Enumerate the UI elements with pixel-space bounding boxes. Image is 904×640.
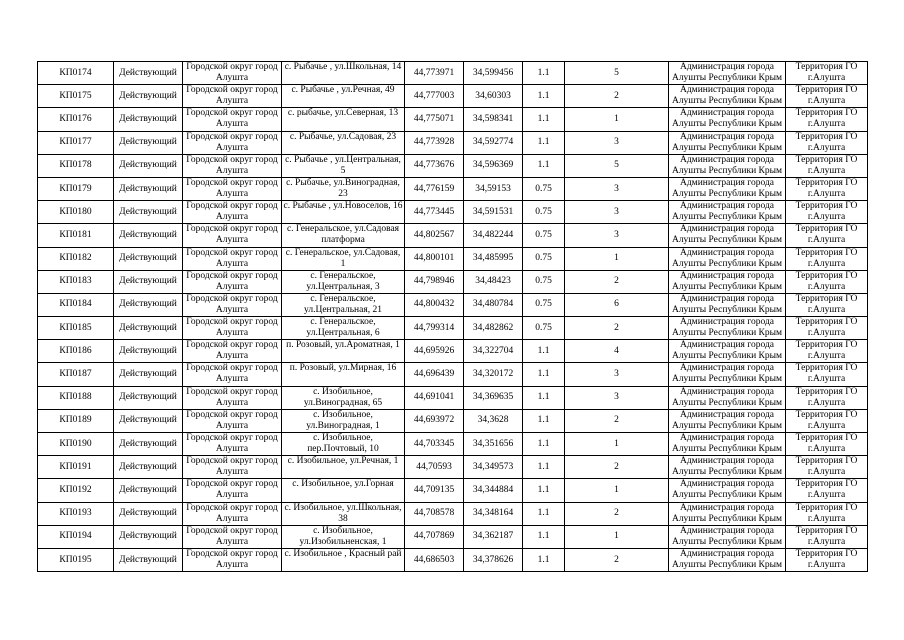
cell-address: с. Изобильное, пер.Почтовый, 10	[282, 433, 405, 456]
cell-address: с. Рыбачье , ул.Школьная, 14	[282, 62, 405, 85]
cell-volume: 1.1	[523, 85, 565, 108]
table-row	[38, 270, 868, 293]
cell-status: Действующий	[114, 224, 183, 247]
cell-volume: 0.75	[523, 317, 565, 340]
cell-longitude: 34,599456	[464, 62, 523, 85]
cell-container-count: 3	[565, 363, 669, 386]
cell-container-count: 5	[565, 62, 669, 85]
cell-container-count: 2	[565, 456, 669, 479]
cell-district: Городской округ город Алушта	[183, 293, 282, 316]
cell-address: с. Рыбачье, ул.Виноградная, 23	[282, 177, 405, 200]
cell-container-count: 1	[565, 433, 669, 456]
table-row	[38, 433, 868, 456]
cell-longitude: 34,378626	[464, 548, 523, 571]
cell-territory: Территория ГО г.Алушта	[786, 548, 868, 571]
cell-longitude: 34,591531	[464, 201, 523, 224]
cell-longitude: 34,596369	[464, 154, 523, 177]
table-row	[38, 548, 868, 571]
cell-site-id: КП0186	[38, 340, 114, 363]
cell-volume: 0.75	[523, 224, 565, 247]
cell-container-count: 6	[565, 293, 669, 316]
cell-volume: 1.1	[523, 548, 565, 571]
table-row	[38, 62, 868, 85]
cell-volume: 0.75	[523, 270, 565, 293]
cell-latitude: 44,70593	[405, 456, 464, 479]
cell-latitude: 44,693972	[405, 409, 464, 432]
cell-district: Городской округ город Алушта	[183, 247, 282, 270]
cell-container-count: 2	[565, 409, 669, 432]
cell-owner: Администрация города Алушты Республики Крым	[669, 247, 786, 270]
cell-container-count: 2	[565, 502, 669, 525]
cell-latitude: 44,775071	[405, 108, 464, 131]
cell-latitude: 44,773928	[405, 131, 464, 154]
table-body	[38, 62, 868, 572]
cell-container-count: 3	[565, 386, 669, 409]
cell-owner: Администрация города Алушты Республики Крым	[669, 154, 786, 177]
cell-address: с. рыбачье, ул.Северная, 13	[282, 108, 405, 131]
cell-address: с. Изобильное, ул.Горная	[282, 479, 405, 502]
cell-site-id: КП0188	[38, 386, 114, 409]
cell-territory: Территория ГО г.Алушта	[786, 502, 868, 525]
cell-district: Городской округ город Алушта	[183, 317, 282, 340]
cell-address: с. Генеральское, ул.Садовая, 1	[282, 247, 405, 270]
cell-latitude: 44,686503	[405, 548, 464, 571]
cell-container-count: 1	[565, 247, 669, 270]
cell-owner: Администрация города Алушты Республики Крым	[669, 525, 786, 548]
cell-volume: 1.1	[523, 502, 565, 525]
cell-latitude: 44,798946	[405, 270, 464, 293]
cell-territory: Территория ГО г.Алушта	[786, 270, 868, 293]
cell-address: с. Генеральское, ул.Садовая платформа	[282, 224, 405, 247]
cell-owner: Администрация города Алушты Республики Крым	[669, 224, 786, 247]
cell-district: Городской округ город Алушта	[183, 177, 282, 200]
cell-territory: Территория ГО г.Алушта	[786, 433, 868, 456]
cell-status: Действующий	[114, 340, 183, 363]
cell-district: Городской округ город Алушта	[183, 154, 282, 177]
cell-address: с. Изобильное, ул.Виноградная, 1	[282, 409, 405, 432]
cell-address: с. Генеральское, ул.Центральная, 6	[282, 317, 405, 340]
cell-owner: Администрация города Алушты Республики Крым	[669, 340, 786, 363]
cell-latitude: 44,802567	[405, 224, 464, 247]
cell-site-id: КП0192	[38, 479, 114, 502]
cell-site-id: КП0176	[38, 108, 114, 131]
cell-container-count: 1	[565, 108, 669, 131]
container-sites-table	[37, 61, 868, 572]
cell-longitude: 34,485995	[464, 247, 523, 270]
cell-address: с. Изобильное, ул.Изобильненская, 1	[282, 525, 405, 548]
table-row	[38, 502, 868, 525]
cell-longitude: 34,362187	[464, 525, 523, 548]
cell-territory: Территория ГО г.Алушта	[786, 177, 868, 200]
cell-volume: 1.1	[523, 433, 565, 456]
cell-volume: 1.1	[523, 409, 565, 432]
cell-district: Городской округ город Алушта	[183, 548, 282, 571]
cell-volume: 1.1	[523, 479, 565, 502]
cell-owner: Администрация города Алушты Республики Крым	[669, 85, 786, 108]
cell-container-count: 1	[565, 525, 669, 548]
cell-site-id: КП0174	[38, 62, 114, 85]
cell-volume: 1.1	[523, 108, 565, 131]
cell-status: Действующий	[114, 548, 183, 571]
cell-site-id: КП0189	[38, 409, 114, 432]
table-row	[38, 456, 868, 479]
cell-district: Городской округ город Алушта	[183, 456, 282, 479]
cell-longitude: 34,48423	[464, 270, 523, 293]
cell-latitude: 44,800101	[405, 247, 464, 270]
cell-container-count: 2	[565, 270, 669, 293]
table-row	[38, 525, 868, 548]
cell-site-id: КП0193	[38, 502, 114, 525]
cell-volume: 1.1	[523, 340, 565, 363]
cell-latitude: 44,799314	[405, 317, 464, 340]
table-row	[38, 340, 868, 363]
cell-territory: Территория ГО г.Алушта	[786, 201, 868, 224]
cell-longitude: 34,60303	[464, 85, 523, 108]
cell-address: п. Розовый, ул.Ароматная, 1	[282, 340, 405, 363]
cell-district: Городской округ город Алушта	[183, 409, 282, 432]
cell-address: с. Генеральское, ул.Центральная, 3	[282, 270, 405, 293]
cell-address: с. Изобильное, ул.Виноградная, 65	[282, 386, 405, 409]
cell-address: с. Рыбачье, ул.Садовая, 23	[282, 131, 405, 154]
cell-container-count: 3	[565, 177, 669, 200]
cell-container-count: 2	[565, 317, 669, 340]
cell-longitude: 34,348164	[464, 502, 523, 525]
cell-district: Городской округ город Алушта	[183, 270, 282, 293]
cell-container-count: 2	[565, 548, 669, 571]
cell-owner: Администрация города Алушты Республики Крым	[669, 433, 786, 456]
cell-longitude: 34,592774	[464, 131, 523, 154]
cell-volume: 1.1	[523, 131, 565, 154]
cell-volume: 1.1	[523, 525, 565, 548]
cell-owner: Администрация города Алушты Республики Крым	[669, 177, 786, 200]
table-row	[38, 85, 868, 108]
cell-volume: 0.75	[523, 177, 565, 200]
cell-site-id: КП0178	[38, 154, 114, 177]
cell-latitude: 44,776159	[405, 177, 464, 200]
cell-territory: Территория ГО г.Алушта	[786, 525, 868, 548]
table-row	[38, 108, 868, 131]
cell-territory: Территория ГО г.Алушта	[786, 293, 868, 316]
cell-status: Действующий	[114, 108, 183, 131]
cell-district: Городской округ город Алушта	[183, 62, 282, 85]
table-row	[38, 479, 868, 502]
cell-longitude: 34,482862	[464, 317, 523, 340]
cell-latitude: 44,777003	[405, 85, 464, 108]
cell-owner: Администрация города Алушты Республики Крым	[669, 548, 786, 571]
cell-latitude: 44,800432	[405, 293, 464, 316]
cell-volume: 1.1	[523, 154, 565, 177]
cell-container-count: 2	[565, 85, 669, 108]
cell-site-id: КП0182	[38, 247, 114, 270]
cell-territory: Территория ГО г.Алушта	[786, 154, 868, 177]
cell-owner: Администрация города Алушты Республики Крым	[669, 293, 786, 316]
cell-territory: Территория ГО г.Алушта	[786, 131, 868, 154]
cell-district: Городской округ город Алушта	[183, 224, 282, 247]
cell-owner: Администрация города Алушты Республики Крым	[669, 409, 786, 432]
cell-longitude: 34,349573	[464, 456, 523, 479]
cell-status: Действующий	[114, 502, 183, 525]
cell-longitude: 34,480784	[464, 293, 523, 316]
cell-latitude: 44,773676	[405, 154, 464, 177]
cell-address: с. Рыбачье , ул.Центральная, 5	[282, 154, 405, 177]
cell-site-id: КП0195	[38, 548, 114, 571]
cell-district: Городской округ город Алушта	[183, 479, 282, 502]
cell-owner: Администрация города Алушты Республики Крым	[669, 502, 786, 525]
cell-longitude: 34,320172	[464, 363, 523, 386]
cell-owner: Администрация города Алушты Республики Крым	[669, 386, 786, 409]
cell-site-id: КП0187	[38, 363, 114, 386]
cell-site-id: КП0190	[38, 433, 114, 456]
cell-owner: Администрация города Алушты Республики Крым	[669, 270, 786, 293]
cell-latitude: 44,695926	[405, 340, 464, 363]
table-row	[38, 317, 868, 340]
cell-district: Городской округ город Алушта	[183, 386, 282, 409]
table-row	[38, 131, 868, 154]
cell-status: Действующий	[114, 85, 183, 108]
cell-status: Действующий	[114, 525, 183, 548]
cell-volume: 1.1	[523, 62, 565, 85]
cell-owner: Администрация города Алушты Республики Крым	[669, 317, 786, 340]
cell-container-count: 3	[565, 224, 669, 247]
cell-latitude: 44,707869	[405, 525, 464, 548]
cell-status: Действующий	[114, 62, 183, 85]
cell-district: Городской округ город Алушта	[183, 525, 282, 548]
table-row	[38, 224, 868, 247]
cell-volume: 0.75	[523, 247, 565, 270]
cell-site-id: КП0175	[38, 85, 114, 108]
table-row	[38, 409, 868, 432]
cell-site-id: КП0181	[38, 224, 114, 247]
cell-longitude: 34,351656	[464, 433, 523, 456]
cell-district: Городской округ город Алушта	[183, 502, 282, 525]
cell-longitude: 34,322704	[464, 340, 523, 363]
cell-status: Действующий	[114, 317, 183, 340]
table-row	[38, 293, 868, 316]
cell-latitude: 44,691041	[405, 386, 464, 409]
cell-latitude: 44,709135	[405, 479, 464, 502]
cell-status: Действующий	[114, 247, 183, 270]
cell-territory: Территория ГО г.Алушта	[786, 317, 868, 340]
cell-territory: Территория ГО г.Алушта	[786, 409, 868, 432]
cell-status: Действующий	[114, 293, 183, 316]
cell-territory: Территория ГО г.Алушта	[786, 85, 868, 108]
cell-longitude: 34,3628	[464, 409, 523, 432]
cell-owner: Администрация города Алушты Республики Крым	[669, 201, 786, 224]
cell-volume: 1.1	[523, 363, 565, 386]
cell-longitude: 34,369635	[464, 386, 523, 409]
cell-status: Действующий	[114, 177, 183, 200]
cell-volume: 1.1	[523, 386, 565, 409]
cell-owner: Администрация города Алушты Республики Крым	[669, 108, 786, 131]
cell-status: Действующий	[114, 270, 183, 293]
table-row	[38, 177, 868, 200]
cell-longitude: 34,482244	[464, 224, 523, 247]
cell-owner: Администрация города Алушты Республики Крым	[669, 131, 786, 154]
cell-address: с. Изобильное, ул.Школьная, 38	[282, 502, 405, 525]
cell-territory: Территория ГО г.Алушта	[786, 363, 868, 386]
cell-territory: Территория ГО г.Алушта	[786, 340, 868, 363]
cell-container-count: 1	[565, 479, 669, 502]
cell-territory: Территория ГО г.Алушта	[786, 247, 868, 270]
cell-site-id: КП0194	[38, 525, 114, 548]
cell-volume: 0.75	[523, 293, 565, 316]
cell-longitude: 34,59153	[464, 177, 523, 200]
cell-container-count: 3	[565, 131, 669, 154]
cell-status: Действующий	[114, 456, 183, 479]
cell-status: Действующий	[114, 131, 183, 154]
cell-volume: 0.75	[523, 201, 565, 224]
cell-site-id: КП0183	[38, 270, 114, 293]
cell-territory: Территория ГО г.Алушта	[786, 224, 868, 247]
table-row	[38, 247, 868, 270]
cell-territory: Территория ГО г.Алушта	[786, 456, 868, 479]
cell-site-id: КП0177	[38, 131, 114, 154]
cell-site-id: КП0184	[38, 293, 114, 316]
cell-address: с. Изобильное, ул.Речная, 1	[282, 456, 405, 479]
table-row	[38, 154, 868, 177]
cell-address: с. Рыбачье , ул.Новоселов, 16	[282, 201, 405, 224]
cell-status: Действующий	[114, 479, 183, 502]
cell-volume: 1.1	[523, 456, 565, 479]
cell-owner: Администрация города Алушты Республики Крым	[669, 479, 786, 502]
cell-district: Городской округ город Алушта	[183, 340, 282, 363]
cell-district: Городской округ город Алушта	[183, 85, 282, 108]
cell-container-count: 4	[565, 340, 669, 363]
cell-status: Действующий	[114, 363, 183, 386]
cell-site-id: КП0179	[38, 177, 114, 200]
cell-address: п. Розовый, ул.Мирная, 16	[282, 363, 405, 386]
cell-longitude: 34,344884	[464, 479, 523, 502]
cell-site-id: КП0180	[38, 201, 114, 224]
cell-latitude: 44,696439	[405, 363, 464, 386]
cell-address: с. Рыбачье , ул.Речная, 49	[282, 85, 405, 108]
cell-district: Городской округ город Алушта	[183, 433, 282, 456]
cell-container-count: 3	[565, 201, 669, 224]
cell-latitude: 44,703345	[405, 433, 464, 456]
cell-site-id: КП0185	[38, 317, 114, 340]
cell-territory: Территория ГО г.Алушта	[786, 479, 868, 502]
cell-territory: Территория ГО г.Алушта	[786, 386, 868, 409]
cell-district: Городской округ город Алушта	[183, 363, 282, 386]
cell-address: с. Изобильное , Красный рай	[282, 548, 405, 571]
cell-district: Городской округ город Алушта	[183, 201, 282, 224]
cell-longitude: 34,598341	[464, 108, 523, 131]
cell-status: Действующий	[114, 201, 183, 224]
cell-latitude: 44,773971	[405, 62, 464, 85]
table-row	[38, 386, 868, 409]
cell-address: с. Генеральское, ул.Центральная, 21	[282, 293, 405, 316]
table-row	[38, 201, 868, 224]
cell-status: Действующий	[114, 154, 183, 177]
cell-latitude: 44,708578	[405, 502, 464, 525]
cell-district: Городской округ город Алушта	[183, 108, 282, 131]
cell-owner: Администрация города Алушты Республики Крым	[669, 62, 786, 85]
table-row	[38, 363, 868, 386]
cell-status: Действующий	[114, 386, 183, 409]
cell-latitude: 44,773445	[405, 201, 464, 224]
cell-owner: Администрация города Алушты Республики Крым	[669, 363, 786, 386]
cell-owner: Администрация города Алушты Республики Крым	[669, 456, 786, 479]
cell-status: Действующий	[114, 409, 183, 432]
cell-container-count: 5	[565, 154, 669, 177]
cell-territory: Территория ГО г.Алушта	[786, 62, 868, 85]
cell-status: Действующий	[114, 433, 183, 456]
cell-site-id: КП0191	[38, 456, 114, 479]
cell-territory: Территория ГО г.Алушта	[786, 108, 868, 131]
cell-district: Городской округ город Алушта	[183, 131, 282, 154]
